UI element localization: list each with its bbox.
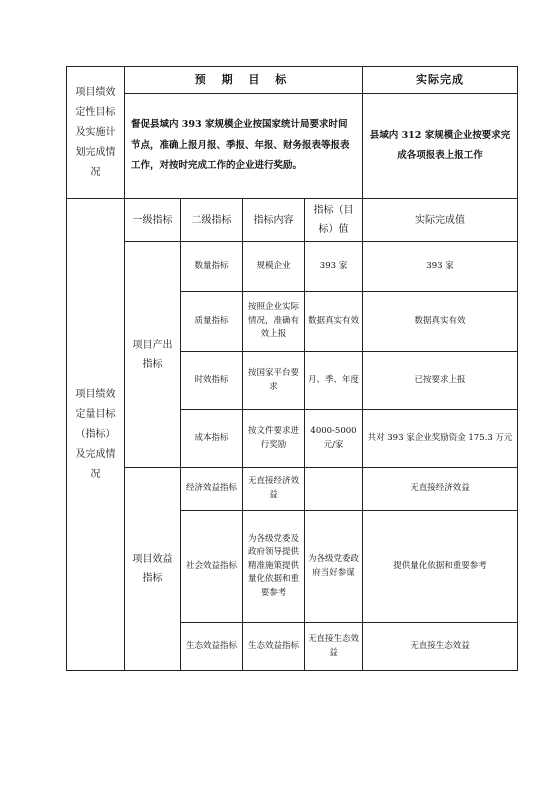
target-cell: 无直接生态效益 (305, 623, 363, 671)
quantitative-row-label: 项目绩效定量目标（指标）及完成情况 (67, 199, 125, 671)
target-cell (305, 468, 363, 511)
target-cell: 393 家 (305, 242, 363, 292)
actual-text: 县域内 312 家规模企业按要求完成各项报表上报工作 (363, 94, 518, 199)
level2-cell: 质量指标 (181, 292, 243, 352)
goal-text: 督促县域内 393 家规模企业按国家统计局要求时间节点，准确上报月报、季报、年报、财务报表等报表工作，对按时完成工作的企业进行奖励。 (125, 94, 363, 199)
header-level2: 二级指标 (181, 199, 243, 242)
actual-cell: 393 家 (363, 242, 518, 292)
actual-cell: 无直接生态效益 (363, 623, 518, 671)
table-row (67, 468, 518, 511)
actual-cell: 提供量化依据和重要参考 (363, 511, 518, 623)
qualitative-row-label: 项目绩效定性目标及实施计划完成情况 (67, 67, 125, 199)
level2-cell: 成本指标 (181, 410, 243, 468)
actual-header: 实际完成 (363, 67, 518, 94)
level2-cell: 时效指标 (181, 352, 243, 410)
content-cell: 规模企业 (243, 242, 305, 292)
level1-benefit: 项目效益指标 (125, 468, 181, 671)
performance-table (66, 66, 518, 671)
level2-cell: 经济效益指标 (181, 468, 243, 511)
level2-cell: 社会效益指标 (181, 511, 243, 623)
target-cell: 月、季、年度 (305, 352, 363, 410)
content-cell: 无直接经济效益 (243, 468, 305, 511)
content-cell: 为各级党委及政府领导提供精准施策提供量化依据和重要参考 (243, 511, 305, 623)
header-target: 指标（目标）值 (305, 199, 363, 242)
level1-output: 项目产出指标 (125, 242, 181, 468)
content-cell: 按国家平台要求 (243, 352, 305, 410)
actual-cell: 已按要求上报 (363, 352, 518, 410)
level2-cell: 生态效益指标 (181, 623, 243, 671)
table-row (67, 242, 518, 292)
content-cell: 生态效益指标 (243, 623, 305, 671)
level2-cell: 数量指标 (181, 242, 243, 292)
actual-cell: 数据真实有效 (363, 292, 518, 352)
target-cell: 数据真实有效 (305, 292, 363, 352)
header-level1: 一级指标 (125, 199, 181, 242)
header-content: 指标内容 (243, 199, 305, 242)
header-actual: 实际完成值 (363, 199, 518, 242)
actual-cell: 共对 393 家企业奖励资金 175.3 万元 (363, 410, 518, 468)
actual-cell: 无直接经济效益 (363, 468, 518, 511)
target-cell: 为各级党委政府当好参谋 (305, 511, 363, 623)
goal-header: 预 期 目 标 (125, 67, 363, 94)
content-cell: 按文件要求进行奖励 (243, 410, 305, 468)
target-cell: 4000-5000 元/家 (305, 410, 363, 468)
content-cell: 按照企业实际情况，准确有效上报 (243, 292, 305, 352)
